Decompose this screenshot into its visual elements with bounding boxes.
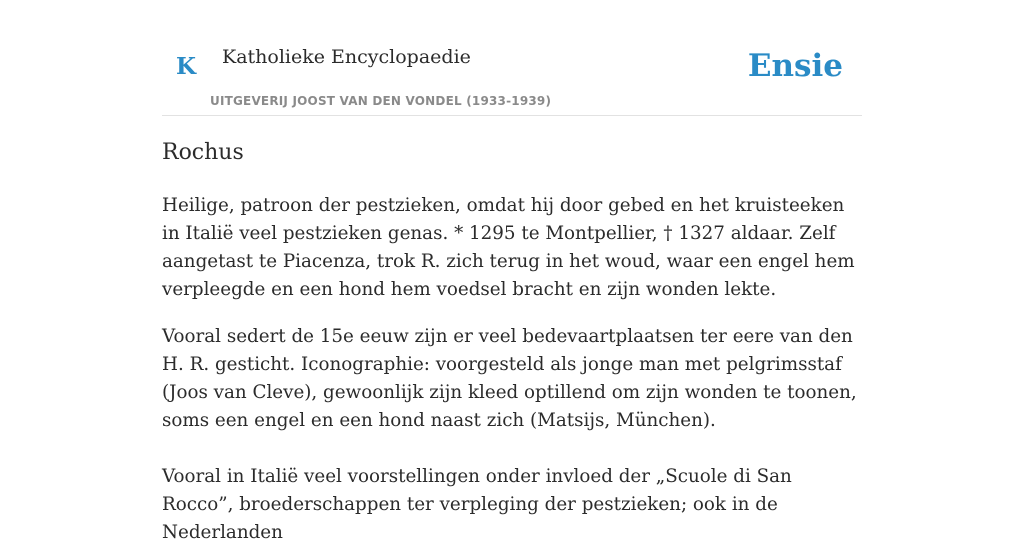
publisher-label: UITGEVERIJ JOOST VAN DEN VONDEL (1933-1939) <box>210 94 552 108</box>
article-title: Rochus <box>162 140 244 165</box>
ensie-brand-link[interactable]: Ensie <box>747 48 843 84</box>
encyclopedia-title-link[interactable]: Katholieke Encyclopaedie <box>222 46 471 68</box>
encyclopedia-logo[interactable]: K <box>176 53 196 80</box>
article-paragraph: Vooral in Italië veel voorstellingen onder invloed der „Scuole di San Rocco”, broederschappen ter verpleging der pestzieken; ook in de Nederlanden <box>162 466 792 543</box>
site-header <box>162 0 862 116</box>
article-paragraph: Heilige, patroon der pestzieken, omdat hij door gebed en het kruisteeken in Italië veel pestzieken genas. * 1295 te Montpellier, † 1327 aldaar. Zelf aangetast te Piacenza, trok R. zich terug in het woud, waar een engel hem verpleegde en een hond hem voedsel bracht en zijn wonden lekte. <box>162 195 855 300</box>
article-paragraph: Vooral sedert de 15e eeuw zijn er veel bedevaartplaatsen ter eere van den H. R. gesticht. Iconographie: voorgesteld als jonge man met pelgrimsstaf (Joos van Cleve), gewoonlijk zijn kleed optillend om zijn wonden te toonen, soms een engel en een hond naast zich (Matsijs, München). <box>162 326 857 431</box>
